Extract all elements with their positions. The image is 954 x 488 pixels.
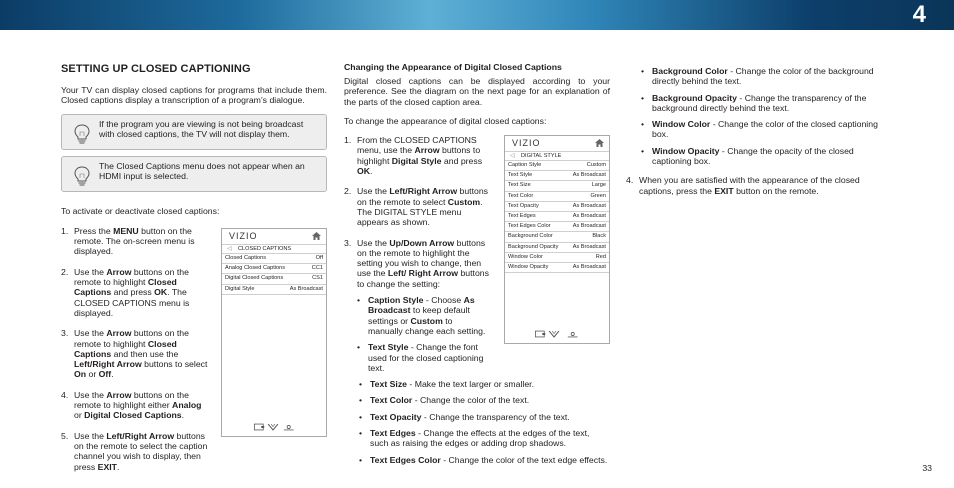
section-title: SETTING UP CLOSED CAPTIONING [61, 63, 251, 75]
middle-intro: Digital closed captions can be displayed according to your preference. See the diagram on the next page for an explanation of the parts of the closed caption area. [344, 76, 610, 107]
note-text-2: The Closed Captions menu does not appear when an HDMI input is selected. [99, 160, 305, 181]
lightbulb-icon [73, 123, 91, 145]
activate-steps [61, 226, 211, 472]
menu-footer-icons [505, 329, 609, 339]
bullet-caption-style: • Caption Style - Choose As Broadcast to keep default settings or Custom to manually change each setting. [357, 295, 487, 336]
bullet-text-color: • Text Color - Change the color of the text. [359, 395, 609, 405]
menu-row-text-edges[interactable]: Text Edges As Broadcast [505, 212, 609, 222]
change-text: To change the appearance of digital closed captions: [344, 115, 547, 126]
settings-icon [568, 332, 578, 337]
wide-screen-icon [254, 424, 264, 430]
menu-row-text-size[interactable]: Text Size Large [505, 181, 609, 191]
chevron-down-icon [268, 424, 278, 430]
menu-row-digital-style[interactable]: Digital Style As Broadcast [222, 285, 326, 295]
menu-footer-icons [222, 422, 326, 432]
menu-header [505, 136, 609, 151]
vizio-logo: VIZIO [512, 138, 541, 148]
home-icon[interactable] [595, 139, 604, 147]
back-arrow-icon[interactable]: ◁ [510, 153, 515, 159]
menu-title: DIGITAL STYLE [521, 153, 562, 159]
step-5: 5. Use the Left/Right Arrow buttons on the remote to select the caption channel you wish to display, then press EXIT. [61, 430, 208, 472]
bullet-background-opacity: • Background Opacity - Change the transparency of the background directly behind the text. [641, 93, 888, 114]
setting-bullets-wide [359, 379, 609, 465]
bullet-text-edges: • Text Edges - Change the effects at the edges of the text, such as raising the edges or adding drop shadows. [359, 428, 609, 449]
setting-bullets-narrow [357, 295, 487, 373]
menu-header [222, 229, 326, 244]
menu-title-bar [222, 244, 326, 254]
step-4: 4. When you are satisfied with the appearance of the closed captions, press the EXIT button on the remote. [626, 175, 860, 196]
digital-style-menu [504, 135, 610, 344]
settings-icon [284, 425, 294, 430]
note-box-2 [61, 156, 327, 192]
menu-row-background-color[interactable]: Background Color Black [505, 232, 609, 242]
wide-screen-icon [535, 331, 545, 337]
change-steps [344, 135, 492, 373]
menu-row-text-style[interactable]: Text Style As Broadcast [505, 171, 609, 181]
menu-row-caption-style[interactable]: Caption Style Custom [505, 161, 609, 171]
closed-captions-menu [221, 228, 327, 437]
step-1: 1. Press the MENU button on the remote. The on-screen menu is displayed. [61, 225, 195, 257]
step-2: 2. Use the Arrow buttons on the remote to highlight Closed Captions and press OK. The CLOSED CAPTIONS menu is displayed. [61, 266, 190, 318]
right-column [626, 66, 888, 206]
step-3: 3. Use the Up/Down Arrow buttons on the remote to highlight the setting you wish to change, then use the Left/ Right Arrow buttons to change the setting: • Caption Style - Choose As Broadcast to keep default settings or Custom to manually change each setting. • Text Style - Change the font used for the closed captioning text. [344, 238, 492, 374]
menu-row-window-color[interactable]: Window Color Red [505, 253, 609, 263]
intro-paragraph: Your TV can display closed captions for programs that include them. Closed captions display a transcription of a program’s dialogue. [61, 85, 327, 106]
menu-row-window-opacity[interactable]: Window Opacity As Broadcast [505, 263, 609, 273]
bullet-background-color: • Background Color - Change the color of the background directly behind the text. [641, 66, 888, 87]
menu-row-closed-captions[interactable]: Closed Captions Off [222, 254, 326, 264]
menu-row-text-edges-color[interactable]: Text Edges Color As Broadcast [505, 222, 609, 232]
chapter-number: 4 [912, 1, 926, 28]
home-icon[interactable] [312, 232, 321, 240]
lightbulb-icon [73, 165, 91, 187]
bullet-window-opacity: • Window Opacity - Change the opacity of the closed captioning box. [641, 146, 888, 167]
menu-row-digital-cc[interactable]: Digital Closed Captions CS1 [222, 274, 326, 284]
bullet-text-size: • Text Size - Make the text larger or smaller. [359, 379, 609, 389]
bullet-window-color: • Window Color - Change the color of the closed captioning box. [641, 119, 888, 140]
activate-text: To activate or deactivate closed captions: [61, 205, 220, 216]
menu-row-text-color[interactable]: Text Color Green [505, 192, 609, 202]
page-number: 33 [922, 463, 932, 473]
menu-title-bar [505, 151, 609, 161]
step-2: 2. Use the Left/Right Arrow buttons on the remote to select Custom. The DIGITAL STYLE menu appears as shown. [344, 186, 489, 228]
subsection-title: Changing the Appearance of Digital Closed Captions [344, 62, 562, 72]
note-box-1 [61, 114, 327, 150]
menu-row-text-opacity[interactable]: Text Opacity As Broadcast [505, 202, 609, 212]
vizio-logo: VIZIO [229, 231, 258, 241]
step-3: 3. Use the Arrow buttons on the remote to highlight Closed Captions and then use the Left/Right Arrow buttons to select On or Off. [61, 328, 208, 380]
step-1: 1. From the CLOSED CAPTIONS menu, use the Arrow buttons to highlight Digital Style and press OK. [344, 135, 483, 177]
setting-bullets-right [641, 66, 888, 166]
header-banner [0, 0, 954, 30]
final-step [626, 175, 888, 196]
bullet-text-edges-color: • Text Edges Color - Change the color of the text edge effects. [359, 455, 609, 465]
bullet-text-opacity: • Text Opacity - Change the transparency of the text. [359, 412, 609, 422]
chevron-down-icon [549, 331, 559, 337]
bullet-text-style: • Text Style - Change the font used for the closed captioning text. [357, 342, 487, 373]
menu-row-analog-cc[interactable]: Analog Closed Captions CC1 [222, 264, 326, 274]
note-text-1: If the program you are viewing is not being broadcast with closed captions, the TV will not display them. [99, 118, 304, 139]
step-4: 4. Use the Arrow buttons on the remote to highlight either Analog or Digital Closed Captions. [61, 389, 202, 421]
menu-row-background-opacity[interactable]: Background Opacity As Broadcast [505, 243, 609, 253]
back-arrow-icon[interactable]: ◁ [227, 246, 232, 252]
menu-title: CLOSED CAPTIONS [238, 246, 292, 252]
